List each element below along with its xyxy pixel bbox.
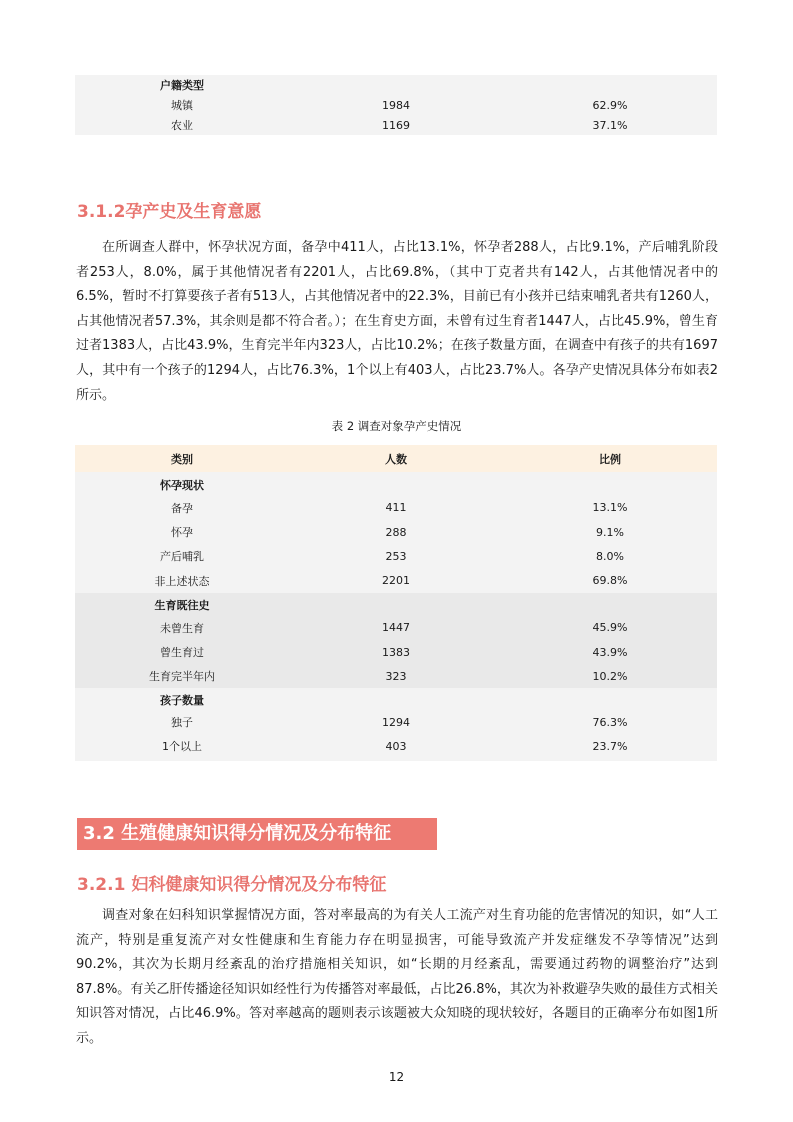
table-row: 备孕 411 13.1% [171,501,628,515]
table-caption: 表 2 调查对象孕产史情况 [331,419,462,433]
table-header-row [75,445,717,472]
table-row: 独子 1294 76.3% [171,715,628,729]
table-group-header [75,75,717,95]
table-group [75,593,717,688]
table-group-header: 怀孕现状 [160,479,204,492]
section-paragraph-3-2-1: 调查对象在妇科知识掌握情况方面，答对率最高的为有关人工流产对生育功能的危害情况的知识，如“人工流产，特别是重复流产对女性健康和生育能力存在明显损害，可能导致流产并发症继发不孕等情况”达到90.2%，其次为长期月经紊乱的治疗措施相关知识，如“长期的月经紊乱，需要通过药物的调整治疗”达到87.8%。有关乙肝传播途径知识如经性行为传播答对率最低，占比26.8%，其次为补救避孕失败的最佳方式相关知识答对情况，占比46.9%。答对率越高的题则表示该题被大众知晓的现状较好，各题目的正确率分布如图1所示。 [76,908,718,1046]
section-title-3-2-1: 3.2.1 妇科健康知识得分情况及分布特征 [77,875,387,895]
table-row: 怀孕 288 9.1% [171,525,624,539]
household-type-table [75,75,717,135]
pregnancy-history-table [75,445,717,761]
table-row: 城镇 1984 62.9% [75,95,717,115]
table-row: 未曾生育 1447 45.9% [160,621,628,635]
table-row: 农业 1169 37.1% [75,115,717,135]
table-group [75,688,717,761]
header-count: 人数 [385,452,407,466]
table-row: 曾生育过 1383 43.9% [160,645,628,659]
section-banner-3-2: 3.2 生殖健康知识得分情况及分布特征 [77,818,437,850]
group-label: 户籍类型 [160,79,204,92]
table-row: 非上述状态 2201 69.8% [154,574,628,588]
header-category: 类别 [171,452,193,466]
page-number: 12 [388,1070,405,1084]
table-row: 生育完半年内 323 10.2% [149,669,628,683]
table-group-header: 生育既往史 [154,599,210,612]
section-title-3-1-2: 3.1.2孕产史及生育意愿 [77,202,262,222]
table-group [75,472,717,593]
header-ratio: 比例 [599,452,621,466]
section-paragraph-3-1-2: 在所调查人群中，怀孕状况方面，备孕中411人，占比13.1%，怀孕者288人，占比9.1%，产后哺乳阶段者253人，8.0%，属于其他情况者有2201人，占比69.8%，（其中丁克者共有142人，占其他情况者中的6.5%，暂时不打算要孩子者有513人，占其他情况者中的22.3%，目前已有小孩并已结束哺乳者共有1260人，占其他情况者57.3%，其余则是都不符合者。）；在生育史方面，未曾有过生育者1447人，占比45.9%，曾生育过者1383人，占比43.9%，生育完半年内323人，占比10.2%；在孩子数量方面，在调查中有孩子的共有1697人，其中有一个孩子的1294人，占比76.3%，1个以上有403人，占比23.7%人。各孕产史情况具体分布如表2所示。 [76,240,718,403]
table-row: 1个以上 403 23.7% [162,739,628,753]
table-row: 产后哺乳 253 8.0% [160,549,624,563]
table-group-header: 孩子数量 [160,694,204,707]
